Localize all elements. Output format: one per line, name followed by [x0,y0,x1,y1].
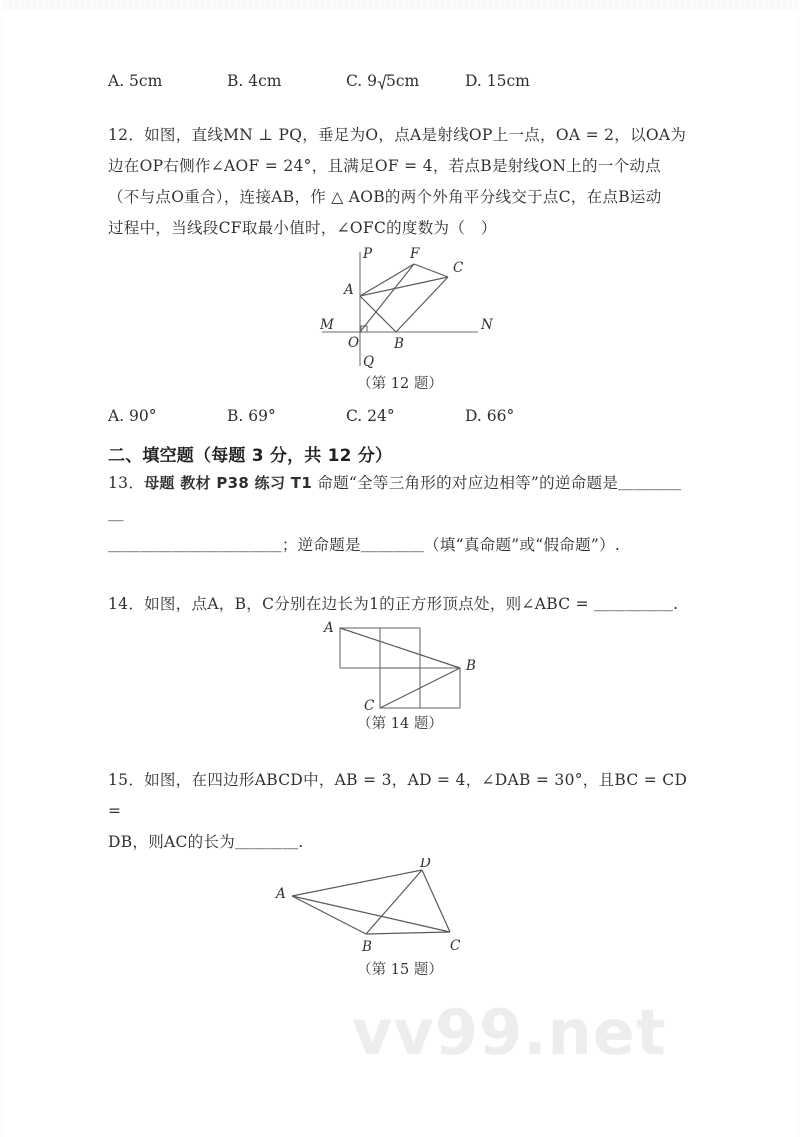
q15-figure-caption: （第 15 题） [357,962,443,978]
q13-line2-tail: （填“真命题”或“假命题”）. [424,536,621,554]
q13-blank-2[interactable]: ＿＿＿＿＿＿＿＿＿＿＿ [108,536,282,554]
q12-line-4: 过程中，当线段CF取最小值时，∠OFC的度数为（ ） [108,219,497,237]
q12-label-M: M [320,317,334,333]
q13-number: 13． [108,474,145,492]
q12-option-c[interactable]: C. 24° [346,407,395,425]
q13-line2-mid: ；逆命题是 [281,536,361,554]
q14-figure-svg [300,620,500,712]
q12-option-d[interactable]: D. 66° [465,407,515,425]
q15-label-A: A [276,886,286,902]
q12-figure-svg [300,244,500,372]
q12-figure-caption: （第 12 题） [357,376,443,392]
q12-option-a[interactable]: A. 90° [108,407,157,425]
q14-text: 14．如图，点A，B，C分别在边长为1的正方形顶点处，则∠ABC = ＿＿＿＿＿. [108,595,679,613]
q15-label-C: C [450,938,461,954]
q12-choices-row [108,407,692,425]
q12-line-1: 12．如图，直线MN ⊥ PQ，垂足为O，点A是射线OP上一点，OA = 2，以OA为 [108,126,687,144]
q11-option-a[interactable]: A. 5cm [108,72,163,90]
site-watermark: vv99.net [352,996,667,1069]
q12-label-A: A [344,282,354,298]
q15-line-1: 15．如图，在四边形ABCD中，AB = 3，AD = 4，∠DAB = 30°，且BC = CD = [108,771,693,820]
q15-figure-svg [270,858,530,958]
q12-line-3: （不与点O重合），连接AB，作 △ AOB的两个外角平分线交于点C，在点B运动 [108,188,662,206]
q12-label-P: P [363,246,373,262]
q13-blank-1[interactable]: ＿＿＿＿＿ [108,474,682,523]
q13-blank-3[interactable]: ＿＿＿＿ [360,536,425,554]
q14-label-C: C [364,698,375,712]
q14-label-B: B [466,658,476,674]
q12-label-Q: Q [363,354,375,370]
q12-label-F: F [410,246,420,262]
q12-label-N: N [481,317,493,333]
page-content [108,0,692,979]
q11-option-c[interactable]: C. 9 5cm [346,72,420,90]
q12-label-C: C [453,260,464,276]
q13-line-1 [108,468,692,530]
q13-line-2 [108,530,692,561]
q14-label-A: A [324,620,334,636]
q15-line-2: DB，则AC的长为＿＿＿＿. [108,833,304,851]
q12-label-O: O [348,335,360,351]
section-2-heading: 二、填空题（每题 3 分，共 12 分） [108,446,393,466]
scan-artifact-left [0,0,3,1137]
q12-label-B: B [394,336,404,352]
q14-figure [108,620,692,712]
q11-option-d[interactable]: D. 15cm [465,72,530,90]
q13-line1-rest: 命题“全等三角形的对应边相等”的逆命题是 [312,474,619,492]
q15-figure [108,858,692,958]
q15-label-B: B [362,939,372,955]
q11-choices-row [108,72,692,90]
q12-option-b[interactable]: B. 69° [227,407,276,425]
q14-figure-caption: （第 14 题） [357,716,443,732]
q12-figure [108,244,692,372]
q12-line-2: 边在OP右侧作∠AOF = 24°，且满足OF = 4，若点B是射线ON上的一个动点 [108,157,662,175]
q13-source-tag: 母题 教材 P38 练习 T1 [144,474,313,492]
radical-icon [377,73,388,90]
q15-label-D: D [420,858,431,871]
q11-option-b[interactable]: B. 4cm [227,72,282,90]
